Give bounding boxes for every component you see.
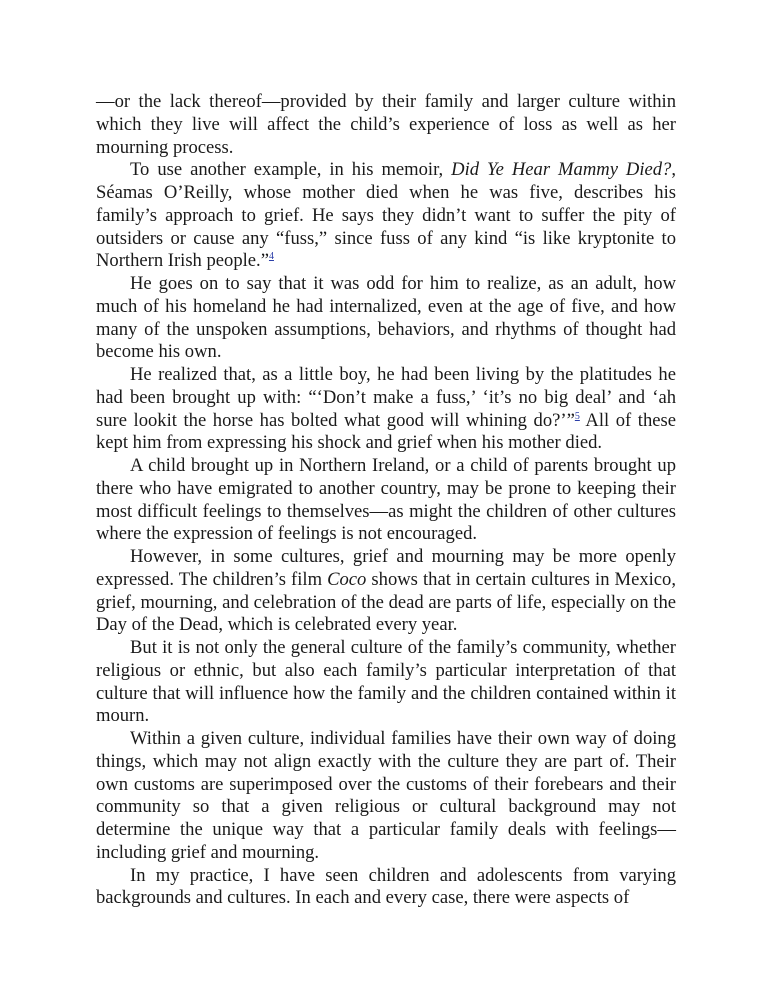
- paragraph-homeland: He goes on to say that it was odd for him to realize, as an adult, how much of his homeland he had internalized, even at the age of five, and how many of the unspoken assumptions, behaviors, and rhythms of thought had become his own.: [96, 273, 676, 363]
- paragraph-northern-ireland: A child brought up in Northern Ireland, or a child of parents brought up there who have emigrated to another country, may be prone to keeping their most difficult feelings to themselves—as might the children of other cultures where the expression of feelings is not encouraged.: [96, 455, 676, 545]
- paragraph-coco: [96, 546, 676, 637]
- paragraph-platitudes: [96, 364, 676, 455]
- paragraph-text: To use another example, in his memoir,: [130, 159, 452, 181]
- paragraph-text: However, in some cultures, grief and mourning may be more openly expressed. The children’s film: [96, 546, 676, 590]
- footnote-link-4[interactable]: 4: [268, 251, 274, 263]
- footnote-link-5[interactable]: 5: [574, 410, 580, 422]
- film-title: Coco: [327, 568, 367, 590]
- paragraph-text: , Séamas O’Reilly, whose mother died when he was five, describes his family’s approach to grief. He says they didn’t want to suffer the pity of outsiders or cause any “fuss,” since fuss of any kind “is like kryptonite to Northern Irish people.”: [96, 159, 677, 272]
- paragraph-text: All of these kept him from expressing his shock and grief when his mother died.: [96, 409, 676, 454]
- paragraph-text: He realized that, as a little boy, he had been living by the platitudes he had been brought up with: “‘Don’t make a fuss,’ ‘it’s no big deal’ and ‘ah sure lookit the horse has bolted what good will whining do?’”: [96, 364, 676, 431]
- paragraph-text: shows that in certain cultures in Mexico, grief, mourning, and celebration of the dead are parts of life, especially on the Day of the Dead, which is celebrated every year.: [96, 568, 676, 636]
- book-page-body: [96, 91, 676, 910]
- paragraph-practice: In my practice, I have seen children and adolescents from varying backgrounds and cultures. In each and every case, there were aspects of: [96, 864, 676, 909]
- paragraph-oreilly-memoir: [96, 159, 676, 273]
- paragraph-family-culture: But it is not only the general culture of the family’s community, whether religious or ethnic, but also each family’s particular interpretation of that culture that will influence how the family and the children contained within it mourn.: [96, 637, 676, 727]
- book-title: Did Ye Hear Mammy Died?: [451, 159, 672, 181]
- paragraph-family-customs: Within a given culture, individual families have their own way of doing things, which may not align exactly with the culture they are part of. Their own customs are superimposed over the customs of their forebears and their community so that a given religious or cultural background may not determine the unique way that a particular family deals with feelings—including grief and mourning.: [96, 728, 676, 863]
- paragraph-continuation: —or the lack thereof—provided by their family and larger culture within which they live will affect the child’s experience of loss as well as her mourning process.: [96, 91, 676, 158]
